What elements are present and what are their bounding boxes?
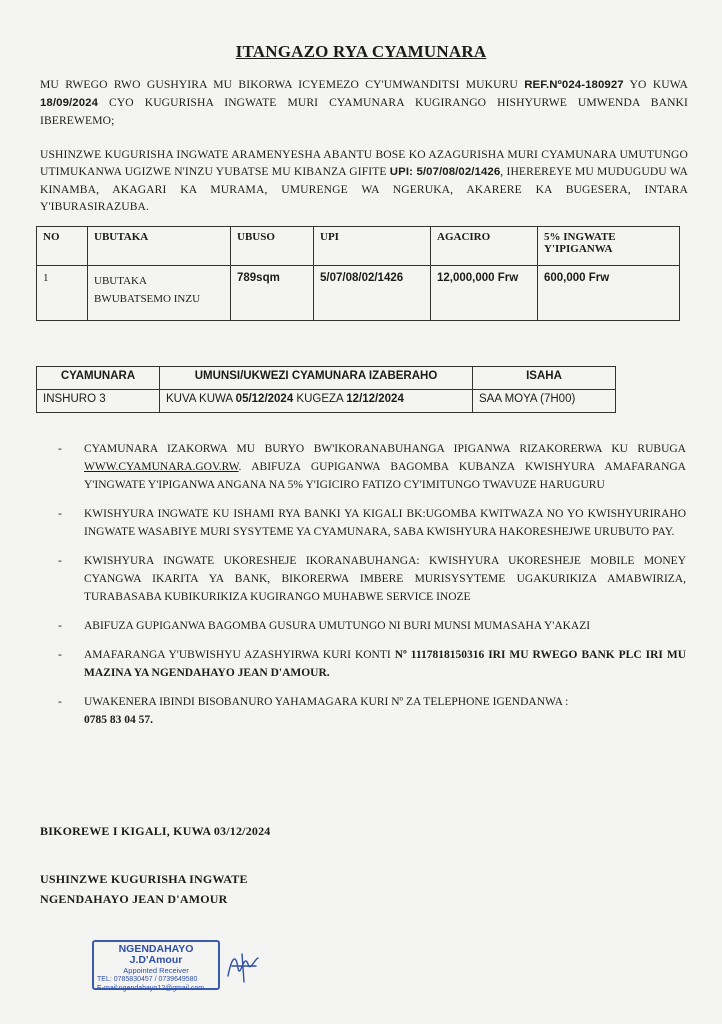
- reference-number: REF.Nº024-180927: [524, 79, 624, 91]
- list-item: - KWISHYURA INGWATE UKORESHEJE IKORANABUHANGA: KWISHYURA UKORESHEJE MOBILE MONEY CYANGWA IKARITA YA BANK, BIKORERWA IMBERE MURISYSYTEME UGAKURIKIZA AMABWIRIZA, TURABASABA KUBIKURIKIZA KUGIRANGO MUHABWE SERVICE INOZE: [58, 552, 686, 606]
- list-text: . ABIFUZA GUPIGANWA BAGOMBA KUBANZA KWISHYURA AMAFARANGA Y'INGWATE Y'IPIGANWA ANGANA NA 5% Y'IGICIRO FATIZO CY'IMITUNGO TWAVUZE HARUGURU: [84, 461, 686, 491]
- table-row: [37, 266, 680, 321]
- signer-name: NGENDAHAYO JEAN D'AMOUR: [40, 892, 228, 906]
- list-text: UWAKENERA IBINDI BISOBANURO YAHAMAGARA KURI Nº ZA TELEPHONE IGENDANWA :: [84, 696, 569, 708]
- cell-no: 1: [37, 266, 88, 321]
- header-cyamunara: CYAMUNARA: [37, 367, 160, 390]
- list-item: [58, 693, 686, 729]
- table-header-row: [37, 227, 680, 266]
- date-to: 12/12/2024: [346, 393, 404, 405]
- header-agaciro: AGACIRO: [431, 227, 538, 266]
- intro-paragraph: [40, 76, 688, 129]
- place-date: BIKOREWE I KIGALI, KUWA 03/12/2024: [40, 824, 271, 838]
- cell-isaha: SAA MOYA (7H00): [473, 390, 616, 413]
- intro-text: YO KUWA: [623, 78, 689, 91]
- header-no: NO: [37, 227, 88, 266]
- date-text: KUVA KUWA: [166, 393, 236, 405]
- header-ingwate: 5% INGWATE Y'IPIGANWA: [538, 227, 680, 266]
- date-text: KUGEZA: [293, 393, 347, 405]
- property-table: [36, 226, 680, 321]
- list-text: CYAMUNARA IZAKORWA MU BURYO BW'IKORANABUHANGA IPIGANWA RIZAKORERWA KU RUBUGA: [84, 443, 686, 455]
- header-isaha: ISAHA: [473, 367, 616, 390]
- cell-cyamunara: INSHURO 3: [37, 390, 160, 413]
- table-row: [37, 390, 616, 413]
- header-ubutaka: UBUTAKA: [88, 227, 231, 266]
- cell-ubuso: 789sqm: [231, 266, 314, 321]
- stamp-tel: TEL: 0785830457 / 0739649580: [97, 976, 198, 983]
- cell-upi: 5/07/08/02/1426: [314, 266, 431, 321]
- date-from: 05/12/2024: [235, 393, 294, 405]
- cell-agaciro: 12,000,000 Frw: [431, 266, 538, 321]
- stamp-role: Appointed Receiver: [123, 966, 189, 975]
- cell-ubutaka: UBUTAKA BWUBATSEMO INZU: [88, 266, 231, 321]
- list-item: [58, 440, 686, 494]
- conditions-list: [58, 440, 686, 740]
- handwritten-signature: [222, 946, 262, 986]
- document-title: ITANGAZO RYA CYAMUNARA: [235, 42, 487, 61]
- notice-text: , IHEREREYE MU MUDUGUDU WA KINAMBA, AKAGARI KA MURAMA, UMURENGE WA NGERUKA, AKARERE KA BUGESERA, INTARA Y'IBURASIRAZUBA.: [40, 165, 688, 213]
- phone-number: 0785 83 04 57.: [84, 714, 153, 726]
- list-item: [58, 646, 686, 682]
- list-item: - ABIFUZA GUPIGANWA BAGOMBA GUSURA UMUTUNGO NI BURI MUNSI MUMASAHA Y'AKAZI: [58, 617, 686, 635]
- cell-date: [160, 390, 473, 413]
- stamp-name: NGENDAHAYO J.D'Amour: [118, 943, 194, 966]
- signer-role: USHINZWE KUGURISHA INGWATE: [40, 872, 248, 886]
- schedule-table: [36, 366, 616, 413]
- reference-date: 18/09/2024: [40, 97, 99, 109]
- intro-text: MU RWEGO RWO GUSHYIRA MU BIKORWA ICYEMEZO CY'UMWANDITSI MUKURU: [40, 78, 525, 91]
- notice-upi: UPI: 5/07/08/02/1426: [389, 166, 501, 178]
- list-item: - KWISHYURA INGWATE KU ISHAMI RYA BANKI YA KIGALI BK:UGOMBA KWITWAZA NO YO KWISHYURIRAHO INGWATE WASABIYE MURI SYSYTEME YA CYAMUNARA, SABA KWISHYURA HAKORESHEJWE URUBUTO PAY.: [58, 505, 686, 541]
- header-upi: UPI: [314, 227, 431, 266]
- website-link[interactable]: WWW.CYAMUNARA.GOV.RW: [84, 461, 239, 473]
- table-header-row: [37, 367, 616, 390]
- notice-paragraph: [40, 146, 688, 215]
- list-text: AMAFARANGA Y'UBWISHYU AZASHYIRWA KURI KONTI: [84, 649, 395, 661]
- notice-text: USHINZWE KUGURISHA INGWATE ARAMENYESHA ABANTU BOSE KO AZAGURISHA MURI CYAMUNARA UMUTUNGO UTIMUKANWA UGIZWE N'INZU YUBATSE MU KIBANZA GIFITE: [40, 148, 688, 178]
- cell-ingwate: 600,000 Frw: [538, 266, 680, 321]
- intro-text: CYO KUGURISHA INGWATE MURI CYAMUNARA KUGIRANGO HISHYURWE UMWENDA BANKI IBEREWEMO;: [40, 96, 688, 127]
- header-ubuso: UBUSO: [231, 227, 314, 266]
- header-date: UMUNSI/UKWEZI CYAMUNARA IZABERAHO: [160, 367, 473, 390]
- account-number: Nº 1117818150316 IRI MU RWEGO BANK PLC IRI MU MAZINA YA NGENDAHAYO JEAN D'AMOUR.: [84, 649, 686, 679]
- official-stamp: [92, 940, 220, 990]
- stamp-email: E-mail:ngendahayo12@gmail.com: [97, 985, 205, 992]
